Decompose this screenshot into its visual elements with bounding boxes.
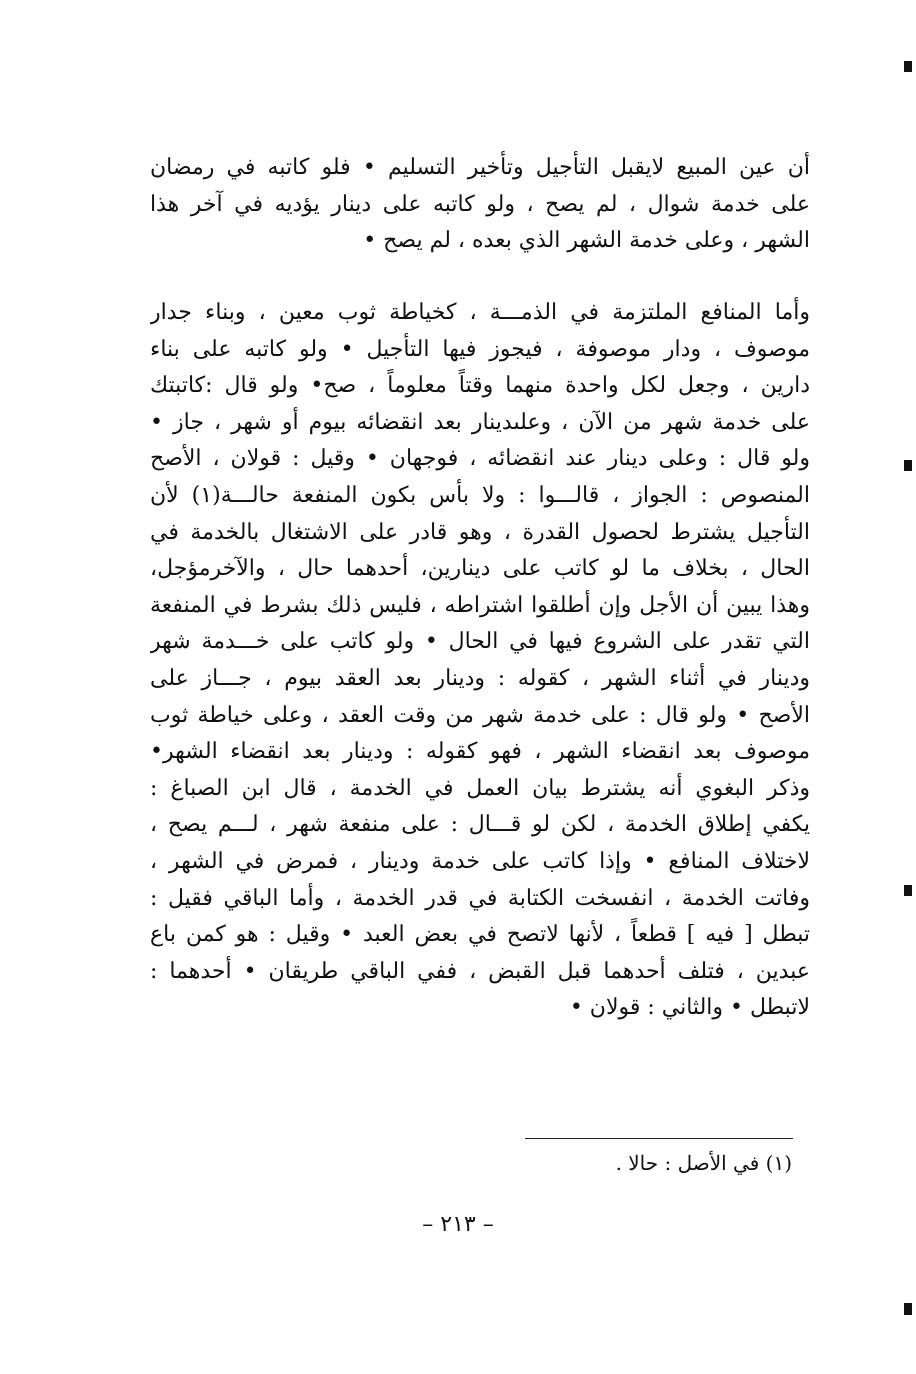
text-line: تبطل [ فيه ] قطعاً ، لأنها لاتصح في بعض العبد • وقيل : هو كمن باع [150, 922, 810, 948]
scan-edge-mark [904, 885, 912, 896]
footnote-divider [525, 1138, 793, 1139]
text-line: ولو قال : وعلى دينار عند انقضائه ، فوجهان • وقيل : قولان ، الأصح [150, 446, 810, 472]
text-line: موصوف بعد انقضاء الشهر ، فهو كقوله : ودينار بعد انقضاء الشهر• [150, 739, 810, 765]
scan-edge-mark [904, 61, 912, 72]
scan-edge-mark [904, 1303, 912, 1315]
text-line: على خدمة شهر من الآن ، وعلىدينار بعد انقضائه بيوم أو شهر ، جاز • [150, 409, 810, 435]
text-line: أن عين المبيع لايقبل التأجيل وتأخير التسليم • فلو كاتبه في رمضان [150, 155, 810, 180]
paragraph-2 [150, 295, 810, 1027]
footnote: (١) في الأصل : حالا . [615, 1151, 792, 1175]
text-line: وذكر البغوي أنه يشترط بيان العمل في الخدمة ، قال ابن الصباغ : [150, 775, 810, 801]
text-line: الأصح • ولو قال : على خدمة شهر من وقت العقد ، وعلى خياطة ثوب [150, 702, 810, 728]
scan-edge-mark [904, 460, 912, 471]
text-line: ودينار في أثناء الشهر ، كقوله : ودينار بعد العقد بيوم ، جـــاز على [150, 665, 810, 691]
text-line: عبدين ، فتلف أحدهما قبل القبض ، ففي الباقي طريقان • أحدهما : [150, 958, 810, 984]
text-line: التي تقدر على الشروع فيها في الحال • ولو كاتب على خـــدمة شهر [150, 629, 810, 655]
text-line: لاختلاف المنافع • وإذا كاتب على خدمة ودينار ، فمرض في الشهر ، [150, 848, 810, 874]
text-line: الشهر ، وعلى خدمة الشهر الذي بعده ، لم يصح • [363, 228, 810, 254]
text-line: وأما المنافع الملتزمة في الذمـــة ، كخياطة ثوب معين ، وبناء جدار [150, 300, 810, 325]
text-line: المنصوص : الجواز ، قالـــوا : ولا بأس بكون المنفعة حالـــة(١) لأن [150, 482, 810, 508]
text-line: لاتبطل • والثاني : قولان • [569, 995, 810, 1021]
paragraph-1 [150, 150, 810, 260]
text-line: دارين ، وجعل لكل واحدة منهما وقتاً معلوماً ، صح• ولو قال :كاتبتك [150, 373, 810, 399]
text-line: الحال ، بخلاف ما لو كاتب على دينارين، أحدهما حال ، والآخرمؤجل، [150, 556, 810, 582]
text-line: يكفي إطلاق الخدمة ، لكن لو قـــال : على منفعة شهر ، لـــم يصح ، [150, 812, 810, 838]
text-line: التأجيل يشترط لحصول القدرة ، وهو قادر على الاشتغال بالخدمة في [150, 519, 810, 545]
page-number: – ٢١٣ – [422, 1212, 494, 1237]
text-line: وفاتت الخدمة ، انفسخت الكتابة في قدر الخدمة ، وأما الباقي فقيل : [150, 885, 810, 911]
text-line: وهذا يبين أن الأجل وإن أطلقوا اشتراطه ، فليس ذلك بشرط في المنفعة [150, 592, 810, 618]
text-line: موصوف ، ودار موصوفة ، فيجوز فيها التأجيل • ولو كاتبه على بناء [150, 336, 810, 362]
text-line: على خدمة شوال ، لم يصح ، ولو كاتبه على دينار يؤديه في آخر هذا [150, 191, 810, 217]
